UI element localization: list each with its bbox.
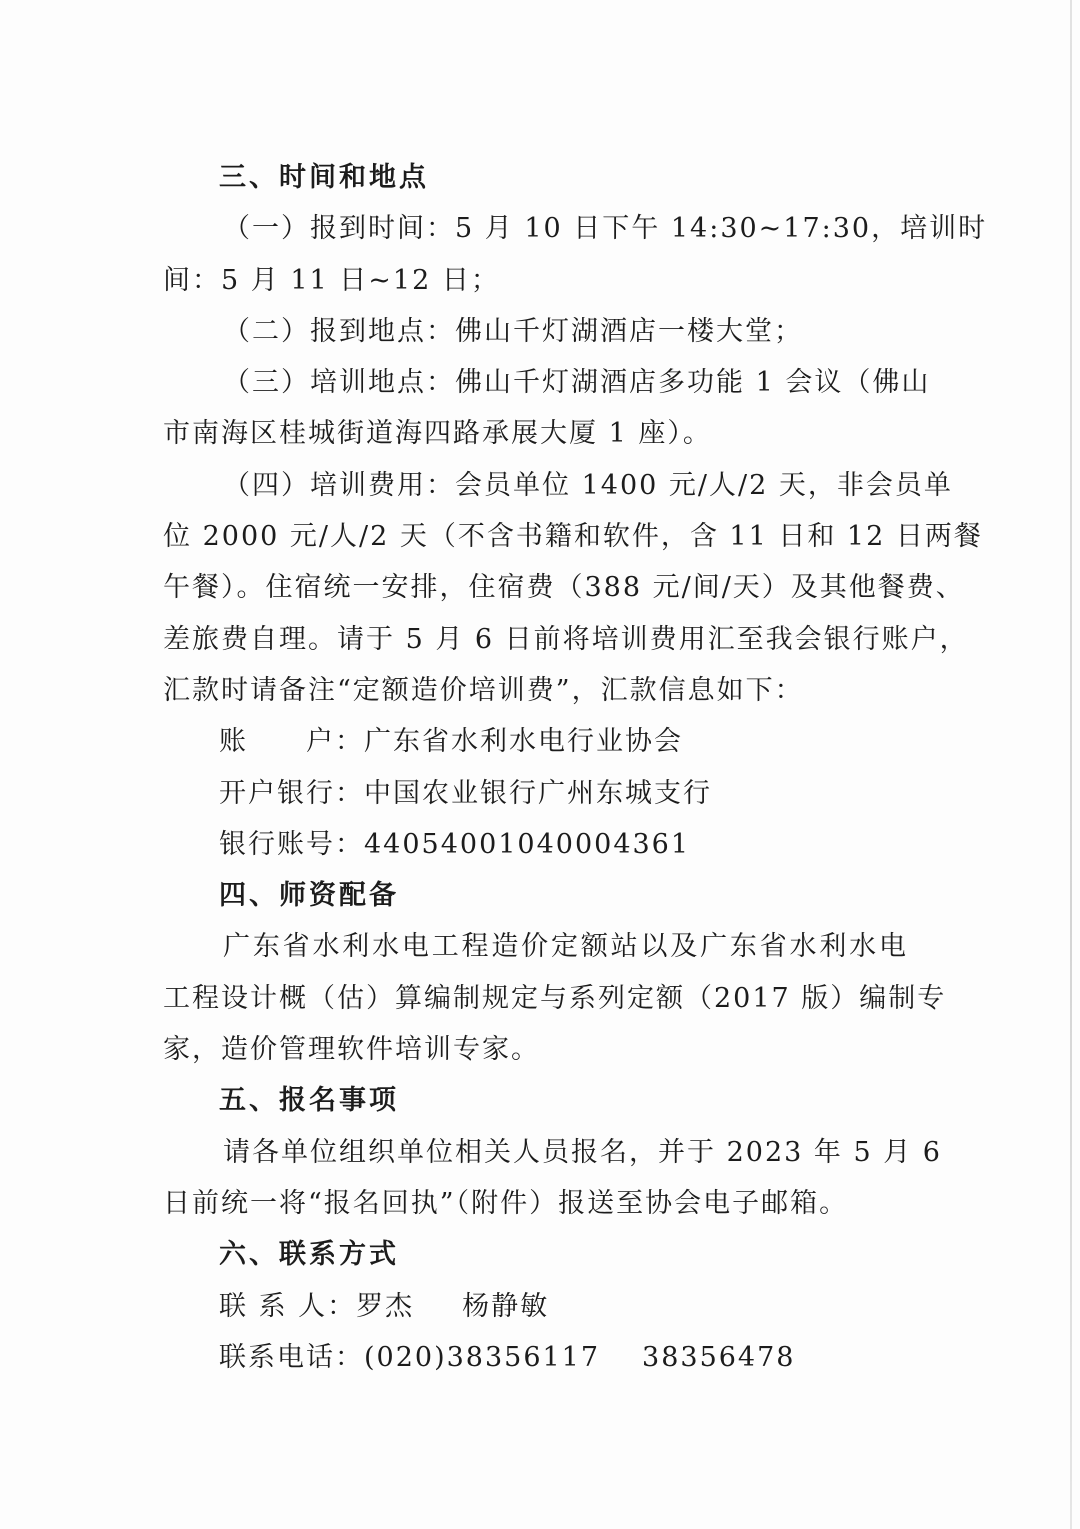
training-address-line: 市南海区桂城街道海四路承展大厦 1 座）。 [163, 418, 712, 450]
section-4-heading: 四、师资配备 [219, 880, 399, 912]
scan-edge-shadow [1070, 0, 1072, 1529]
registration-line-1: 请各单位组织单位相关人员报名，并于 2023 年 5 月 6 [223, 1136, 942, 1168]
faculty-line-3: 家，造价管理软件培训专家。 [163, 1034, 540, 1066]
registration-line-2: 日前统一将“报名回执”（附件）报送至协会电子邮箱。 [163, 1187, 849, 1219]
faculty-line-2: 工程设计概（估）算编制规定与系列定额（2017 版）编制专 [163, 982, 947, 1014]
contact-phone-line [163, 1332, 908, 1383]
phone-number-1: (020)38356117 [364, 1341, 601, 1373]
bank-label: 开户银行： [219, 777, 364, 809]
contact-person-line [163, 1281, 908, 1332]
training-fee-line-4: 差旅费自理。请于 5 月 6 日前将培训费用汇至我会银行账户， [163, 623, 969, 655]
section-5-heading: 五、报名事项 [219, 1085, 399, 1117]
registration-time-line: （一）报到时间：5 月 10 日下午 14:30~17:30，培训时 [223, 213, 988, 245]
training-fee-line-1: （四）培训费用：会员单位 1400 元/人/2 天，非会员单 [223, 469, 953, 501]
registration-place-line: （二）报到地点：佛山千灯湖酒店一楼大堂； [223, 315, 803, 347]
phone-number-2: 38356478 [642, 1341, 796, 1373]
contact-name-1: 罗杰 [356, 1290, 415, 1322]
account-number-value: 44054001040004361 [364, 828, 691, 860]
account-value: 广东省水利水电行业协会 [364, 726, 683, 758]
phone-label: 联系电话： [219, 1341, 364, 1373]
bank-line [163, 768, 908, 819]
section-6-heading: 六、联系方式 [219, 1239, 399, 1271]
account-number-label: 银行账号： [219, 828, 364, 860]
training-fee-line-2: 位 2000 元/人/2 天（不含书籍和软件，含 11 日和 12 日两餐 [163, 521, 983, 553]
training-fee-line-3: 午餐）。住宿统一安排，住宿费（388 元/间/天）及其他餐费、 [163, 572, 965, 604]
training-time-line: 间：5 月 11 日~12 日； [163, 264, 500, 296]
account-number-line [163, 819, 908, 870]
document-body [163, 152, 988, 1383]
bank-value: 中国农业银行广州东城支行 [364, 777, 712, 809]
training-fee-line-5: 汇款时请备注“定额造价培训费”，汇款信息如下： [163, 674, 804, 706]
contact-label: 联 系 人： [219, 1290, 357, 1322]
account-name-line [163, 716, 908, 767]
faculty-line-1: 广东省水利水电工程造价定额站以及广东省水利水电 [223, 931, 908, 963]
section-3-heading: 三、时间和地点 [219, 162, 429, 193]
contact-name-2: 杨静敏 [462, 1290, 550, 1322]
training-place-line: （三）培训地点：佛山千灯湖酒店多功能 1 会议（佛山 [223, 367, 931, 399]
account-label: 账 户： [219, 726, 364, 758]
